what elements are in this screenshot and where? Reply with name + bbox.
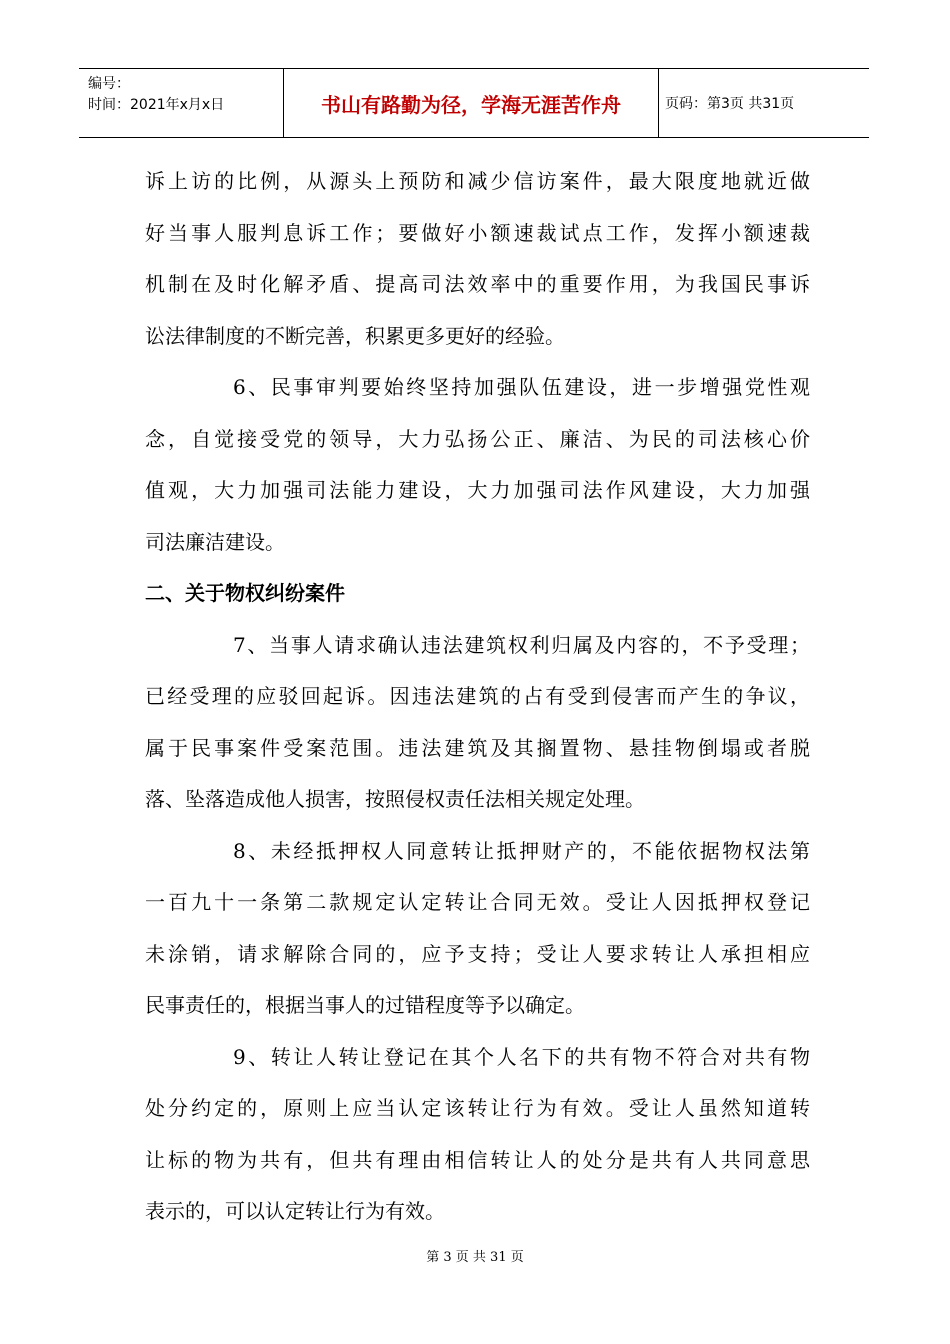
text-line: 未涂销，请求解除合同的，应予支持；受让人要求转让人承担相应 <box>145 941 810 966</box>
text-line: 机制在及时化解矛盾、提高司法效率中的重要作用，为我国民事诉 <box>145 272 810 296</box>
text-line: 落、坠落造成他人损害，按照侵权责任法相关规定处理。 <box>145 787 645 811</box>
text-line: 讼法律制度的不断完善，积累更多更好的经验。 <box>145 323 565 348</box>
page-header <box>79 68 869 138</box>
text-line: 司法廉洁建设。 <box>145 529 285 554</box>
page-footer: 第 3 页 共 31 页 <box>426 1250 524 1265</box>
document-body <box>145 156 810 1238</box>
text-line: 诉上访的比例，从源头上预防和减少信访案件，最大限度地就近做 <box>145 169 810 193</box>
text-line: 让标的物为共有，但共有理由相信转让人的处分是共有人共同意思 <box>145 1147 810 1172</box>
section-heading: 二、关于物权纠纷案件 <box>145 581 345 605</box>
text-line: 6、民事审判要始终坚持加强队伍建设，进一步增强党性观 <box>233 375 810 399</box>
header-motto: 书山有路勤为径，学海无涯苦作舟 <box>284 69 659 137</box>
text-line: 念，自觉接受党的领导，大力弘扬公正、廉洁、为民的司法核心价 <box>145 426 810 451</box>
text-line: 好当事人服判息诉工作；要做好小额速裁试点工作，发挥小额速裁 <box>145 220 810 245</box>
document-date: 时间：2021年x月x日 <box>88 97 225 113</box>
text-line: 民事责任的，根据当事人的过错程度等予以确定。 <box>145 993 585 1017</box>
text-line: 处分约定的，原则上应当认定该转让行为有效。受让人虽然知道转 <box>145 1096 810 1120</box>
header-meta <box>79 69 284 137</box>
text-line: 已经受理的应驳回起诉。因违法建筑的占有受到侵害而产生的争议， <box>145 684 810 708</box>
text-line: 表示的，可以认定转让行为有效。 <box>145 1199 445 1223</box>
header-page-info: 页码：第3页 共31页 <box>665 96 795 112</box>
text-line: 7、当事人请求确认违法建筑权利归属及内容的，不予受理； <box>233 632 810 657</box>
text-line: 属于民事案件受案范围。违法建筑及其搁置物、悬挂物倒塌或者脱 <box>145 735 810 760</box>
text-line: 9、转让人转让登记在其个人名下的共有物不符合对共有物 <box>233 1044 810 1069</box>
text-line: 值观，大力加强司法能力建设，大力加强司法作风建设，大力加强 <box>145 478 810 502</box>
text-line: 一百九十一条第二款规定认定转让合同无效。受让人因抵押权登记 <box>145 890 810 914</box>
text-line: 8、未经抵押权人同意转让抵押财产的，不能依据物权法第 <box>233 838 810 863</box>
document-number: 编号： <box>88 76 130 92</box>
